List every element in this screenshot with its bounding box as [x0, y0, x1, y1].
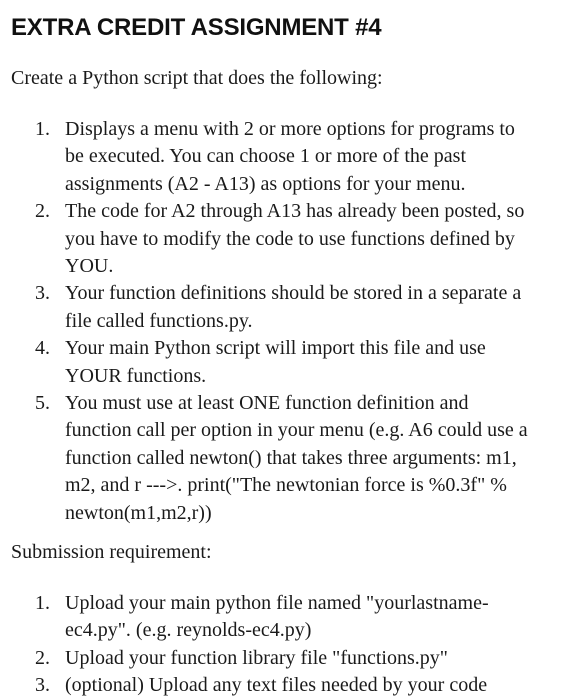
submission-line: ec4.py". (e.g. reynolds-ec4.py) [65, 619, 312, 642]
requirement-number: 4. [35, 337, 50, 360]
requirement-line: YOU. [65, 255, 114, 278]
submission-item [0, 672, 565, 699]
submission-heading: Submission requirement: [11, 541, 212, 563]
submission-line: Upload your function library file "functions.py" [65, 646, 448, 669]
requirement-line: newton(m1,m2,r)) [65, 501, 212, 524]
submission-list [0, 590, 565, 700]
requirement-item [0, 116, 565, 198]
submission-item [0, 590, 565, 645]
requirement-number: 5. [35, 392, 50, 415]
requirement-line: assignments (A2 - A13) as options for your menu. [65, 172, 466, 195]
requirement-number: 3. [35, 282, 50, 305]
requirement-item [0, 335, 565, 390]
requirement-number: 1. [35, 118, 50, 140]
requirements-list [0, 116, 565, 527]
intro-text: Create a Python script that does the following: [11, 67, 383, 89]
requirement-number: 2. [35, 200, 50, 223]
requirement-item [0, 198, 565, 280]
submission-number: 3. [35, 674, 50, 697]
requirement-line: function call per option in your menu (e.g. A6 could use a [65, 419, 528, 442]
submission-number: 2. [35, 646, 50, 669]
requirement-line: function called newton() that takes three arguments: m1, [65, 446, 517, 469]
requirement-line: m2, and r --->. print("The newtonian force is %0.3f" % [65, 474, 507, 497]
requirement-line: Displays a menu with 2 or more options for programs to [65, 118, 515, 140]
submission-number: 1. [35, 592, 50, 614]
requirement-item [0, 390, 565, 527]
requirement-line: file called functions.py. [65, 309, 253, 332]
submission-line: Upload your main python file named "yourlastname- [65, 592, 489, 614]
requirement-line: You must use at least ONE function definition and [65, 392, 469, 415]
submission-line: (optional) Upload any text files needed by your code [65, 674, 488, 697]
requirement-line: be executed. You can choose 1 or more of the past [65, 145, 466, 168]
requirement-line: you have to modify the code to use functions defined by [65, 227, 515, 250]
requirement-line: Your function definitions should be stored in a separate a [65, 282, 522, 305]
requirement-line: Your main Python script will import this file and use [65, 337, 486, 360]
requirement-line: The code for A2 through A13 has already been posted, so [65, 200, 525, 223]
submission-item [0, 645, 565, 672]
assignment-title: EXTRA CREDIT ASSIGNMENT #4 [11, 14, 382, 41]
requirement-item [0, 280, 565, 335]
requirement-line: YOUR functions. [65, 364, 207, 387]
